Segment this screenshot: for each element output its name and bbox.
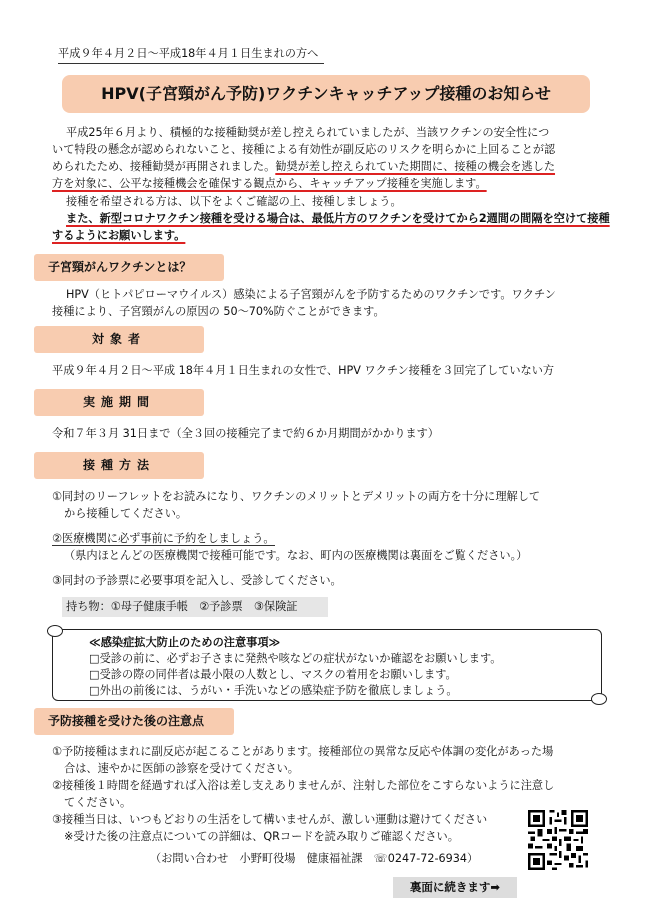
contact-info: （お問い合わせ 小野町役場 健康福祉課 ☏0247-72-6934） — [150, 852, 479, 865]
intro-line-7: するようにお願いします。 — [52, 229, 186, 242]
continue-on-back-label: 裏面に続きます➡ — [393, 877, 517, 898]
audience-header: 平成９年４月２日～平成18年４月１日生まれの方へ — [58, 45, 324, 64]
section-target-heading: 対象者 — [34, 326, 204, 353]
qr-code-icon[interactable] — [528, 810, 588, 870]
items-to-bring: 持ち物：①母子健康手帳 ②予診票 ③保険証 — [62, 597, 328, 617]
infection-notice-1: □受診の前に、必ずお子さまに発熱や咳などの症状がないか確認をお願いします。 — [89, 652, 502, 665]
method-item-2b: （県内ほとんどの医療機関で接種可能です。なお、町内の医療機関は裏面をご覧ください。） — [64, 549, 528, 562]
infection-notice-title: ≪感染症拡大防止のための注意事項≫ — [89, 636, 281, 649]
period-text: 令和７年３月 31日まで（全３回の接種完了まで約６か月期間がかかります） — [52, 427, 439, 440]
page-title: HPV(子宮頸がん予防)ワクチンキャッチアップ接種のお知らせ — [62, 75, 590, 113]
after-item-3a: ③接種当日は、いつもどおりの生活をして構いませんが、激しい運動は避けてください — [52, 813, 488, 826]
what-line-1: HPV（ヒトパピローマウイルス）感染による子宮頸がんを予防するためのワクチンです。ワクチン — [66, 288, 556, 301]
section-period-heading: 実施期間 — [34, 389, 204, 416]
intro-line-3 — [52, 158, 555, 175]
intro-line-2: いて特段の懸念が認められないこと、接種による有効性が副反応のリスクを明らかに上回ることが認 — [52, 143, 556, 156]
infection-notice-box — [52, 629, 602, 701]
section-what-heading: 子宮頸がんワクチンとは？ — [34, 254, 224, 281]
intro-line-3a: められたため、接種勧奨が再開されました。 — [52, 160, 276, 173]
intro-line-4: 方を対象に、公平な接種機会を確保する観点から、キャッチアップ接種を実施します。 — [52, 177, 487, 190]
target-text: 平成９年４月２日～平成 18年４月１日生まれの女性で、HPV ワクチン接種を３回完了していない方 — [52, 364, 555, 377]
method-item-3: ③同封の予診票に必要事項を記入し、受診してください。 — [52, 574, 342, 587]
after-item-3b: ※受けた後の注意点についての詳細は、QRコードを読み取りご確認ください。 — [64, 830, 459, 843]
intro-line-5: 接種を希望される方は、以下をよくご確認の上、接種しましょう。 — [66, 195, 402, 208]
method-item-2a — [52, 530, 275, 547]
method-item-1b: から接種してください。 — [64, 507, 188, 520]
infection-notice-2: □受診の際の同伴者は最小限の人数とし、マスクの着用をお願いします。 — [89, 668, 457, 681]
method-item-2a-text: ②医療機関に必ず事前に予約をしましょう。 — [52, 532, 275, 545]
what-line-2: 接種により、子宮頸がんの原因の 50～70%防ぐことができます。 — [52, 305, 385, 318]
section-method-heading: 接種方法 — [34, 452, 204, 479]
after-item-2b: てください。 — [64, 796, 132, 809]
infection-notice-3: □外出の前後には、うがい・手洗いなどの感染症予防を徹底しましょう。 — [89, 684, 458, 697]
section-after-heading: 予防接種を受けた後の注意点 — [34, 708, 234, 735]
after-item-1a: ①予防接種はまれに副反応が起こることがあります。接種部位の異常な反応や体調の変化があった場 — [52, 745, 554, 758]
method-item-1a: ①同封のリーフレットをお読みになり、ワクチンのメリットとデメリットの両方を十分に理解して — [52, 490, 541, 503]
intro-line-3b: 勧奨が差し控えられていた期間に、接種の機会を逃した — [275, 160, 556, 173]
after-item-1b: 合は、速やかに医師の診察を受けてください。 — [64, 762, 299, 775]
intro-line-1: 平成25年６月より、積極的な接種勧奨が差し控えられていましたが、当該ワクチンの安全性につ — [66, 126, 550, 139]
after-item-2a: ②接種後１時間を経過すれば入浴は差し支えありませんが、注射した部位をこすらないように注意し — [52, 779, 555, 792]
intro-line-6: また、新型コロナワクチン接種を受ける場合は、最低片方のワクチンを受けてから2週間の間隔を空けて接種 — [66, 212, 610, 225]
